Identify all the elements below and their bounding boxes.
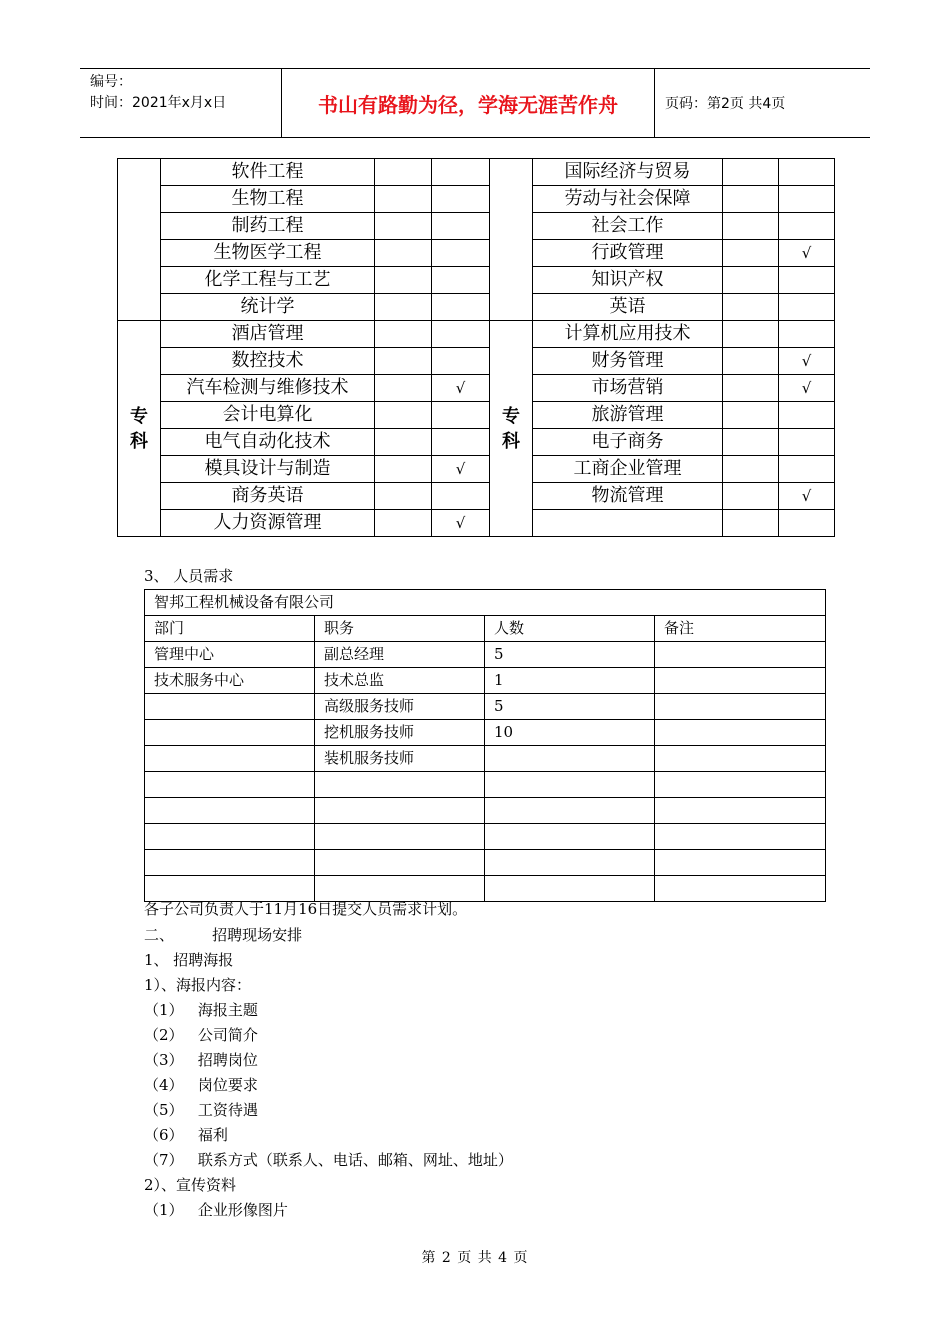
staff-heading: 3、 人员需求 [144, 567, 234, 585]
staff-cell: 副总经理 [315, 642, 485, 668]
majors-row [118, 483, 835, 510]
body-line: （1） 企业形像图片 [144, 1201, 288, 1219]
major-check [375, 267, 432, 294]
staff-cell [145, 876, 315, 902]
major-name [533, 510, 723, 537]
major-check [779, 402, 835, 429]
body-line: （4） 岗位要求 [144, 1076, 258, 1094]
staff-cell: 管理中心 [145, 642, 315, 668]
major-name: 计算机应用技术 [533, 321, 723, 348]
category-cell-left-blank [118, 159, 161, 321]
major-check [375, 186, 432, 213]
major-check [432, 213, 490, 240]
staff-cell: 高级服务技师 [315, 694, 485, 720]
major-check [723, 456, 779, 483]
body-line: （7） 联系方式（联系人、电话、邮箱、网址、地址） [144, 1151, 513, 1169]
major-check [375, 456, 432, 483]
staff-cell [655, 720, 826, 746]
staff-cell [655, 850, 826, 876]
major-name: 旅游管理 [533, 402, 723, 429]
major-check [723, 240, 779, 267]
staff-note: 各子公司负责人于11月16日提交人员需求计划。 [144, 900, 468, 918]
category-cell-right [490, 321, 533, 537]
category-char: 专 [130, 405, 148, 427]
major-check [375, 348, 432, 375]
staff-cell [655, 772, 826, 798]
staff-cell [485, 798, 655, 824]
staff-row [145, 694, 826, 720]
staff-cell: 技术服务中心 [145, 668, 315, 694]
major-check [779, 186, 835, 213]
staff-cell [145, 772, 315, 798]
major-name: 生物医学工程 [161, 240, 375, 267]
column-header: 部门 [145, 616, 315, 642]
major-check [375, 321, 432, 348]
major-name: 酒店管理 [161, 321, 375, 348]
header-motto: 书山有路勤为径，学海无涯苦作舟 [282, 69, 655, 137]
body-line: 二、 招聘现场安排 [144, 926, 303, 944]
header-meta [80, 69, 282, 137]
majors-row [118, 267, 835, 294]
major-check: √ [779, 348, 835, 375]
body-line: （2） 公司简介 [144, 1026, 258, 1044]
majors-row [118, 348, 835, 375]
category-char: 专 [502, 405, 520, 427]
major-name: 会计电算化 [161, 402, 375, 429]
major-check [375, 294, 432, 321]
major-check [723, 375, 779, 402]
major-check [375, 240, 432, 267]
major-name: 化学工程与工艺 [161, 267, 375, 294]
staff-cell [145, 824, 315, 850]
majors-row [118, 294, 835, 321]
major-check [432, 159, 490, 186]
major-name: 软件工程 [161, 159, 375, 186]
major-name: 物流管理 [533, 483, 723, 510]
major-check [432, 348, 490, 375]
body-line: 2）、宣传资料 [144, 1176, 237, 1194]
body-line: 1）、海报内容： [144, 976, 252, 994]
major-name: 国际经济与贸易 [533, 159, 723, 186]
column-header: 备注 [655, 616, 826, 642]
major-check [779, 213, 835, 240]
major-check: √ [432, 375, 490, 402]
staff-cell [485, 772, 655, 798]
serial-label: 编号： [90, 74, 132, 90]
major-check [432, 402, 490, 429]
time-label: 时间：2021年x月x日 [90, 95, 227, 111]
majors-row [118, 159, 835, 186]
major-name: 生物工程 [161, 186, 375, 213]
major-check [779, 510, 835, 537]
major-check [779, 294, 835, 321]
major-name: 社会工作 [533, 213, 723, 240]
company-name: 智邦工程机械设备有限公司 [145, 590, 826, 616]
major-check [375, 483, 432, 510]
staff-cell: 5 [485, 694, 655, 720]
major-name: 财务管理 [533, 348, 723, 375]
major-check [432, 186, 490, 213]
major-name: 市场营销 [533, 375, 723, 402]
major-check [723, 510, 779, 537]
staff-cell [145, 746, 315, 772]
majors-row [118, 240, 835, 267]
major-check [375, 375, 432, 402]
majors-row [118, 186, 835, 213]
major-name: 工商企业管理 [533, 456, 723, 483]
major-check [375, 429, 432, 456]
major-check [723, 402, 779, 429]
category-cell-right-blank [490, 159, 533, 321]
staff-cell: 5 [485, 642, 655, 668]
staff-cell [145, 720, 315, 746]
major-check: √ [432, 456, 490, 483]
column-header: 职务 [315, 616, 485, 642]
major-check [779, 429, 835, 456]
staff-cell [315, 824, 485, 850]
major-check [723, 213, 779, 240]
major-check [375, 510, 432, 537]
major-check: √ [779, 240, 835, 267]
major-name: 商务英语 [161, 483, 375, 510]
major-check [723, 159, 779, 186]
staff-table [144, 589, 826, 902]
majors-row [118, 375, 835, 402]
major-check [432, 267, 490, 294]
major-name: 知识产权 [533, 267, 723, 294]
staff-cell [315, 850, 485, 876]
major-check [723, 267, 779, 294]
category-char: 科 [502, 430, 520, 452]
major-name: 制药工程 [161, 213, 375, 240]
page-footer: 第 2 页 共 4 页 [421, 1250, 529, 1266]
page-header [80, 68, 870, 138]
category-cell-left [118, 321, 161, 537]
major-check [779, 321, 835, 348]
major-name: 电气自动化技术 [161, 429, 375, 456]
staff-row [145, 850, 826, 876]
major-check [723, 186, 779, 213]
body-line: （6） 福利 [144, 1126, 228, 1144]
staff-cell [145, 850, 315, 876]
major-name: 模具设计与制造 [161, 456, 375, 483]
staff-row [145, 668, 826, 694]
staff-cell [485, 876, 655, 902]
staff-row [145, 798, 826, 824]
major-check: √ [432, 510, 490, 537]
major-check [375, 159, 432, 186]
major-check [432, 321, 490, 348]
major-check [723, 483, 779, 510]
majors-row [118, 402, 835, 429]
majors-row [118, 456, 835, 483]
major-check [375, 213, 432, 240]
staff-cell: 1 [485, 668, 655, 694]
header-page-label: 页码：第2页 共4页 [665, 96, 786, 112]
major-check [432, 240, 490, 267]
major-check: √ [779, 375, 835, 402]
staff-cell [655, 824, 826, 850]
staff-cell [655, 642, 826, 668]
staff-cell [145, 694, 315, 720]
category-char: 科 [130, 430, 148, 452]
major-name: 劳动与社会保障 [533, 186, 723, 213]
staff-cell [315, 798, 485, 824]
staff-row [145, 824, 826, 850]
major-check [723, 348, 779, 375]
staff-cell: 装机服务技师 [315, 746, 485, 772]
major-name: 汽车检测与维修技术 [161, 375, 375, 402]
staff-cell [655, 694, 826, 720]
staff-cell [485, 746, 655, 772]
majors-row [118, 321, 835, 348]
staff-row [145, 720, 826, 746]
major-name: 数控技术 [161, 348, 375, 375]
staff-row [145, 642, 826, 668]
staff-cell: 10 [485, 720, 655, 746]
majors-row [118, 213, 835, 240]
staff-cell [145, 798, 315, 824]
major-check [723, 429, 779, 456]
body-line: （1） 海报主题 [144, 1001, 258, 1019]
major-name: 统计学 [161, 294, 375, 321]
staff-cell [315, 876, 485, 902]
major-name: 行政管理 [533, 240, 723, 267]
major-check [723, 294, 779, 321]
body-line: （5） 工资待遇 [144, 1101, 258, 1119]
major-check [723, 321, 779, 348]
staff-cell: 技术总监 [315, 668, 485, 694]
major-check [375, 402, 432, 429]
staff-cell [485, 824, 655, 850]
staff-row [145, 876, 826, 902]
staff-cell [655, 876, 826, 902]
body-line: 1、 招聘海报 [144, 951, 234, 969]
major-check [779, 159, 835, 186]
major-check: √ [779, 483, 835, 510]
staff-cell [655, 746, 826, 772]
major-name: 英语 [533, 294, 723, 321]
staff-cell: 挖机服务技师 [315, 720, 485, 746]
majors-row [118, 429, 835, 456]
major-name: 电子商务 [533, 429, 723, 456]
major-check [432, 483, 490, 510]
majors-row [118, 510, 835, 537]
staff-cell [655, 668, 826, 694]
body-line: （3） 招聘岗位 [144, 1051, 258, 1069]
staff-row [145, 746, 826, 772]
major-check [779, 267, 835, 294]
majors-table [117, 158, 835, 537]
major-name: 人力资源管理 [161, 510, 375, 537]
staff-cell [485, 850, 655, 876]
major-check [779, 456, 835, 483]
staff-row [145, 772, 826, 798]
column-header: 人数 [485, 616, 655, 642]
major-check [432, 294, 490, 321]
staff-cell [655, 798, 826, 824]
staff-cell [315, 772, 485, 798]
major-check [432, 429, 490, 456]
